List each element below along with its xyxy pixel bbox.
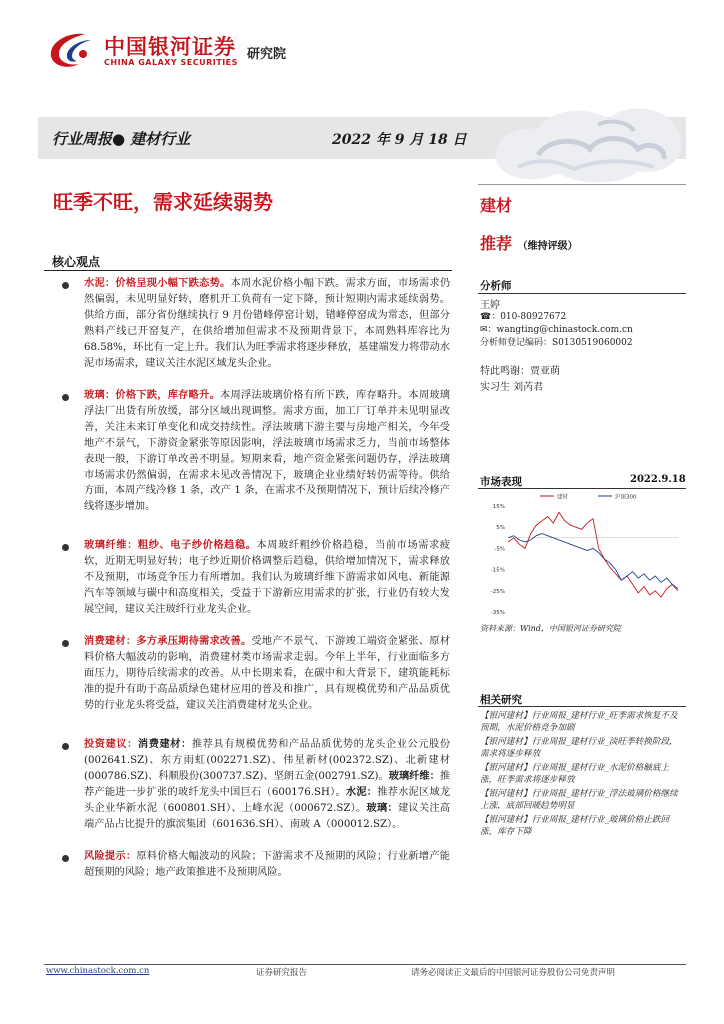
paragraph-glass-fiber (84, 538, 450, 618)
divider (478, 706, 686, 707)
related-item[interactable]: 【银河建材】行业周报_建材行业_淡旺季转换阶段，需求将逐步释放 (480, 737, 678, 760)
subhead-consumer: 消费建材： (137, 738, 192, 750)
paragraph-investment-advice (84, 737, 450, 832)
paragraph-lead: 投资建议： (84, 738, 138, 750)
bullet-icon (62, 640, 69, 647)
footer-divider (44, 964, 686, 965)
bullet-icon (62, 544, 69, 551)
paragraph-glass (84, 388, 450, 515)
analyst-name: 王婷 (480, 300, 500, 311)
y-tick-label: -35% (490, 610, 505, 616)
paragraph-lead: 消费建材：多方承压期待需求改善。 (84, 635, 252, 647)
paragraph-body: 推荐产能进一步扩张的玻纤龙头中国巨石（600176.SH）。 (84, 770, 450, 798)
divider (478, 488, 686, 489)
y-tick-label: -15% (490, 567, 505, 574)
analyst-phone: ☎：010-80927672 (480, 312, 567, 322)
analyst-heading: 分析师 (480, 280, 512, 292)
paragraph-body: 本周水泥价格小幅下跌。需求方面，市场需求仍然偏弱，未见明显好转，磨机开工负荷有一定下降，预计短期内需求延续弱势。供给方面，部分省份继续执行 9 月份错峰停窑计划，错峰停窑成为常态，但部分熟料产线已开窑复产，在供给增加但需求不及预期背景下，本周熟料库容比为 68.58%，环比有一定上升。我们认为旺季需求将逐步释放，基建端发力将带动水泥市场需求，建议关注水泥区域龙头企业。 (84, 278, 451, 369)
series-line-0 (508, 512, 678, 597)
cloud-ornament-icon (478, 95, 690, 187)
rating-label: 推荐 (480, 234, 513, 253)
analyst-email[interactable]: ✉：wangting@chinastock.com.cn (480, 325, 633, 335)
brand-name-en: CHINA GALAXY SECURITIES (104, 58, 238, 67)
y-axis (491, 504, 678, 616)
y-tick-label: 15% (492, 504, 505, 510)
market-date: 2022.9.18 (630, 474, 686, 485)
intern: 实习生 刘芮君 (480, 382, 544, 393)
sector-label: 建材 (480, 196, 513, 215)
related-item[interactable]: 【银河建材】行业周报_建材行业_水泥价格触底上涨，旺季需求将逐步释放 (480, 763, 670, 786)
paragraph-body: 本周浮法玻璃价格有所下跌，库存略升。本周玻璃浮法厂出货有所放缓，部分区域出现调整。需求方面，加工厂订单并未见明显改善，关注未来订单变化和成交持续性。浮法玻璃下游主要与房地产相关，今年受地产不景气，下游资金紧张等原因影响，浮法玻璃市场需求乏力，当前市场整体表现一般，下游订单改善不明显。短期来看，地产资金紧张问题仍存，浮法玻璃市场需求仍然偏弱，在需求未见改善情况下，玻璃企业业绩好转仍需等待。供给方面，本周产线冷修 1 条，改产 1 条，在需求不及预期情况下，预计后续冷修产线将逐步增加。 (84, 390, 450, 513)
legend-label: 建材 (557, 494, 569, 501)
paragraph-body: 本周玻纤粗纱价格趋稳，当前市场需求疲软，近期无明显好转；电子纱近期价格调整后趋稳，供给增加情况下，需求释放不及预期，市场竞争压力有所增加。我们认为玻璃纤维下游需求如风电、新能源汽车等领域与碳中和高度相关，受益于下游新应用需求的扩张，行业仍有较大发展空间，建议关注玻纤行业龙头企业。 (84, 540, 450, 615)
chart-source: 资料来源：Wind，中国银河证券研究院 (480, 624, 621, 633)
core-heading: 核心观点 (52, 255, 101, 269)
market-performance-chart (478, 490, 686, 620)
report-category: 行业周报● 建材行业 (52, 130, 191, 148)
series-line-1 (508, 534, 678, 589)
page-title: 旺季不旺，需求延续弱势 (53, 190, 273, 214)
paragraph-body: 推荐水泥区域龙头企业华新水泥（600801.SH）、上峰水泥（000672.SZ）。 (84, 786, 451, 814)
galaxy-logo-icon (45, 30, 97, 70)
footer-disclaimer: 请务必阅读正文最后的中国银河证券股份公司免责声明 (411, 968, 616, 978)
related-item[interactable]: 【银河建材】行业周报_建材行业_旺季需求恢复不及预期，水泥价格竞争加剧 (480, 711, 678, 734)
paragraph-body: 原料价格大幅波动的风险；下游需求不及预期的风险；行业新增产能超预期的风险；地产政策推进不及预期风险。 (84, 851, 450, 878)
paragraph-lead: 玻璃：价格下跌，库存略升。 (84, 389, 221, 401)
bullet-icon (62, 282, 69, 289)
paragraph-cement (84, 276, 450, 371)
bullet-icon (62, 743, 69, 750)
chart-plot (508, 512, 678, 597)
subhead-cement: 水泥： (345, 785, 378, 798)
related-item[interactable]: 【银河建材】行业周报_建材行业_玻璃价格止跌回涨，库存下降 (480, 815, 670, 838)
y-tick-label: 5% (496, 525, 505, 532)
footer-center: 证券研究报告 (256, 968, 308, 978)
legend-label: 沪深300 (615, 494, 637, 501)
subhead-glass-fiber: 玻璃纤维： (388, 769, 440, 782)
institute-label: 研究院 (247, 47, 287, 62)
rating-note: （维持评级） (517, 241, 578, 252)
divider (478, 184, 686, 185)
chart-legend (540, 493, 637, 501)
paragraph-body: 受地产不景气、下游竣工端资金紧张、原材料价格大幅波动的影响，消费建材类市场需求走弱。今年上半年，行业面临多方面压力，期待后续需求的改善。从中长期来看，在碳中和大背景下，建筑能耗标准的提升有助于高品质绿色建材应用的普及和推广，具有规模优势和产品品质优势的行业龙头将受益，建议关注消费建材龙头企业。 (84, 636, 451, 711)
y-tick-label: -5% (494, 546, 505, 553)
paragraph-lead: 风险提示： (84, 850, 137, 862)
bullet-icon (62, 394, 69, 401)
y-tick-label: -25% (490, 588, 505, 595)
paragraph-lead: 水泥：价格呈现小幅下跌态势。 (84, 277, 231, 289)
divider (44, 270, 452, 271)
brand-name-cn: 中国银河证券 (104, 35, 236, 59)
divider (478, 293, 686, 294)
market-heading: 市场表现 (480, 476, 522, 488)
report-date: 2022 年 9 月 18 日 (332, 132, 467, 148)
paragraph-lead: 玻璃纤维：粗纱、电子纱价格趋稳。 (84, 539, 257, 551)
footer-site-link[interactable]: www.chinastock.com.cn (46, 966, 150, 976)
acknowledgement: 特此鸣谢：贾亚萌 (480, 366, 560, 377)
paragraph-consumer-materials (84, 634, 450, 714)
subhead-glass: 玻璃： (366, 801, 398, 814)
related-heading: 相关研究 (480, 694, 522, 706)
paragraph-risk (84, 849, 450, 881)
rating (480, 231, 578, 254)
bullet-icon (62, 855, 69, 862)
related-item[interactable]: 【银河建材】行业周报_建材行业_浮法玻璃价格继续上涨，底部回暖趋势明显 (480, 789, 678, 812)
analyst-cert: 分析师登记编码：S0130519060002 (480, 338, 633, 348)
paragraph-body: 推荐具有规模优势和产品品质优势的龙头企业公元股份(002641.SZ)、东方雨虹(002271.SZ)、伟星新材(002372.SZ)、北新建材(000786.SZ)、科顺股份(300737.SZ)、坚朗五金(002791.SZ)。 (84, 739, 451, 782)
paragraph-body: 建议关注高端产品占比提升的旗滨集团（601636.SH）、南玻 A（000012.SZ）。 (84, 802, 451, 830)
